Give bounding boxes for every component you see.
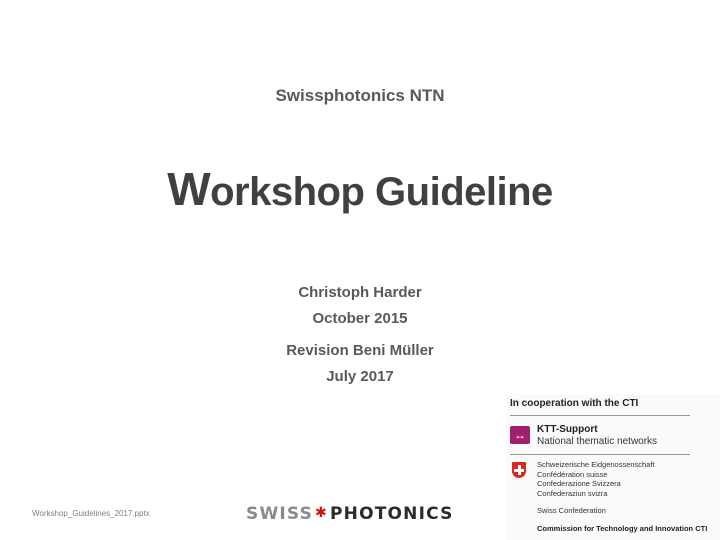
ktt-title: KTT-Support	[537, 424, 598, 435]
author-block	[0, 280, 720, 332]
revision-block	[0, 338, 720, 390]
swiss-confederation-label: Swiss Confederation	[537, 506, 606, 515]
title-initial: W	[167, 163, 211, 215]
confederation-line: Confederazione Svizzera	[537, 479, 621, 488]
cti-commission-name: Commission for Technology and Innovation CTI	[537, 524, 708, 533]
title-rest: orkshop Guideline	[210, 170, 553, 214]
author-date: October 2015	[312, 310, 408, 327]
confederation-line: Confederaziun svizra	[537, 488, 608, 498]
ktt-subtitle: National thematic networks	[537, 436, 658, 447]
slide-subtitle: Swissphotonics NTN	[275, 86, 445, 105]
ktt-arrows-icon: ↔	[510, 426, 530, 444]
confederation-names	[537, 460, 655, 498]
revision-date: July 2017	[326, 368, 394, 385]
divider	[510, 454, 690, 455]
cti-heading: In cooperation with the CTI	[510, 398, 639, 409]
swiss-coat-of-arms-icon	[512, 462, 526, 478]
cti-cooperation-panel	[506, 394, 720, 540]
footer-filename: Workshop_Guidelines_2017.pptx	[32, 509, 150, 518]
logo-photonics-text: PHOTONICS	[329, 504, 454, 524]
divider	[510, 415, 690, 416]
logo-star-icon: ✱	[315, 505, 328, 521]
swissphotonics-logo	[246, 503, 454, 525]
confederation-line: Schweizerische Eidgenossenschaft	[537, 460, 655, 469]
confederation-line: Confédération suisse	[537, 469, 608, 479]
logo-swiss-text: SWISS	[246, 504, 314, 524]
slide-title	[0, 162, 720, 216]
revision-author: Revision Beni Müller	[286, 342, 434, 359]
author-name: Christoph Harder	[298, 284, 422, 301]
